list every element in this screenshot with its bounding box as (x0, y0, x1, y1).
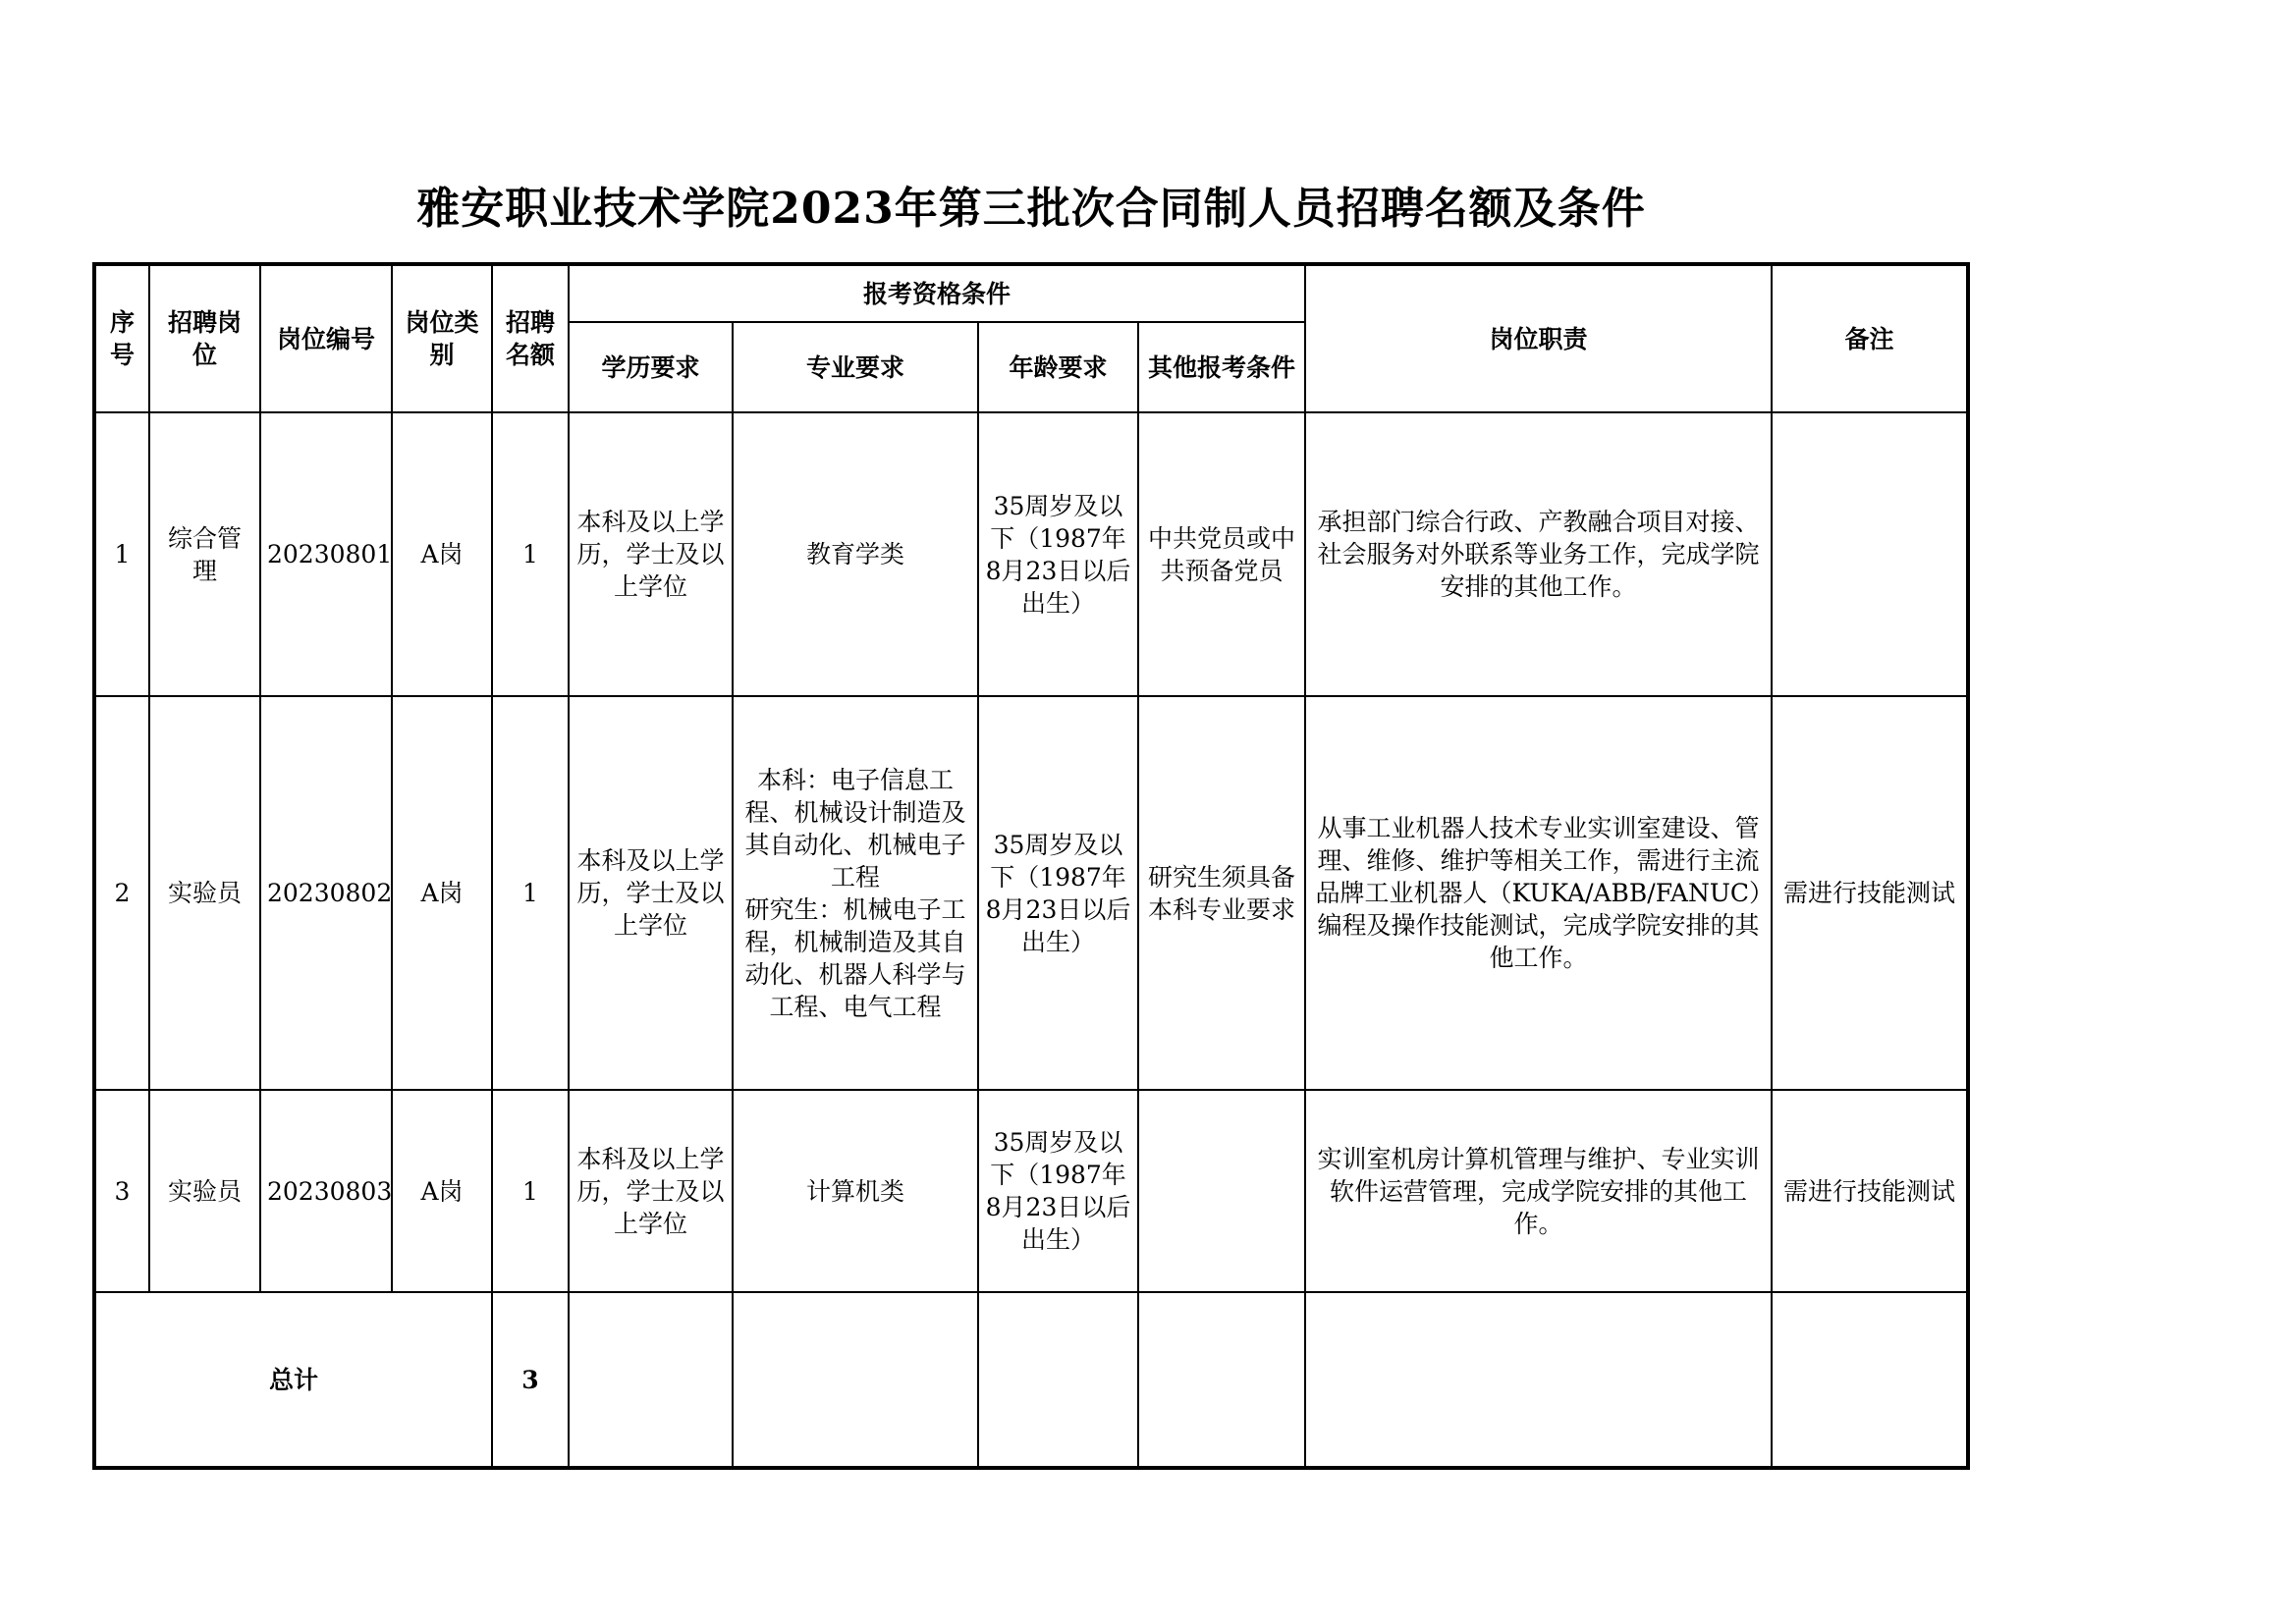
recruitment-table (94, 264, 1968, 1468)
cell-age: 35周岁及以下（1987年8月23日以后出生） (978, 1090, 1138, 1292)
cell-education: 本科及以上学历，学士及以上学位 (569, 696, 733, 1090)
header-education: 学历要求 (569, 322, 733, 412)
cell-remarks: 需进行技能测试 (1772, 1090, 1967, 1292)
header-row-1 (95, 265, 1967, 322)
cell-major: 本科：电子信息工程、机械设计制造及其自动化、机械电子工程 研究生：机械电子工程，机械制造及其自动化、机器人科学与工程、电气工程 (733, 696, 978, 1090)
cell-seq: 2 (95, 696, 149, 1090)
total-row (95, 1292, 1967, 1467)
total-quota: 3 (492, 1292, 569, 1467)
cell-quota: 1 (492, 1090, 569, 1292)
cell-education: 本科及以上学历，学士及以上学位 (569, 412, 733, 696)
cell-other: 研究生须具备本科专业要求 (1138, 696, 1305, 1090)
total-label: 总计 (95, 1292, 492, 1467)
cell-education: 本科及以上学历，学士及以上学位 (569, 1090, 733, 1292)
cell-remarks: 需进行技能测试 (1772, 696, 1967, 1090)
header-age: 年龄要求 (978, 322, 1138, 412)
header-seq: 序号 (95, 265, 149, 412)
cell-duties: 实训室机房计算机管理与维护、专业实训软件运营管理，完成学院安排的其他工作。 (1305, 1090, 1772, 1292)
cell-major: 教育学类 (733, 412, 978, 696)
cell-quota: 1 (492, 412, 569, 696)
cell-code: 20230801 (260, 412, 392, 696)
cell-position: 实验员 (149, 696, 260, 1090)
cell-position: 实验员 (149, 1090, 260, 1292)
total-empty-cell (1305, 1292, 1772, 1467)
total-empty-cell (978, 1292, 1138, 1467)
table-row (95, 412, 1967, 696)
total-empty-cell (1138, 1292, 1305, 1467)
cell-age: 35周岁及以下（1987年8月23日以后出生） (978, 412, 1138, 696)
cell-seq: 3 (95, 1090, 149, 1292)
total-empty-cell (733, 1292, 978, 1467)
cell-other (1138, 1090, 1305, 1292)
header-qualifications: 报考资格条件 (569, 265, 1305, 322)
cell-other: 中共党员或中共预备党员 (1138, 412, 1305, 696)
cell-position: 综合管理 (149, 412, 260, 696)
cell-category: A岗 (392, 1090, 492, 1292)
table-row (95, 696, 1967, 1090)
header-other: 其他报考条件 (1138, 322, 1305, 412)
header-code: 岗位编号 (260, 265, 392, 412)
total-empty-cell (1772, 1292, 1967, 1467)
cell-seq: 1 (95, 412, 149, 696)
cell-age: 35周岁及以下（1987年8月23日以后出生） (978, 696, 1138, 1090)
header-remarks: 备注 (1772, 265, 1967, 412)
page-title: 雅安职业技术学院2023年第三批次合同制人员招聘名额及条件 (416, 184, 1646, 234)
cell-duties: 承担部门综合行政、产教融合项目对接、社会服务对外联系等业务工作，完成学院安排的其他工作。 (1305, 412, 1772, 696)
header-duties: 岗位职责 (1305, 265, 1772, 412)
cell-code: 20230803 (260, 1090, 392, 1292)
cell-duties: 从事工业机器人技术专业实训室建设、管理、维修、维护等相关工作，需进行主流品牌工业机器人（KUKA/ABB/FANUC）编程及操作技能测试，完成学院安排的其他工作。 (1305, 696, 1772, 1090)
cell-quota: 1 (492, 696, 569, 1090)
cell-category: A岗 (392, 696, 492, 1090)
total-empty-cell (569, 1292, 733, 1467)
table-row (95, 1090, 1967, 1292)
header-position: 招聘岗位 (149, 265, 260, 412)
header-quota: 招聘名额 (492, 265, 569, 412)
cell-category: A岗 (392, 412, 492, 696)
cell-code: 20230802 (260, 696, 392, 1090)
cell-major: 计算机类 (733, 1090, 978, 1292)
header-major: 专业要求 (733, 322, 978, 412)
cell-remarks (1772, 412, 1967, 696)
header-category: 岗位类别 (392, 265, 492, 412)
